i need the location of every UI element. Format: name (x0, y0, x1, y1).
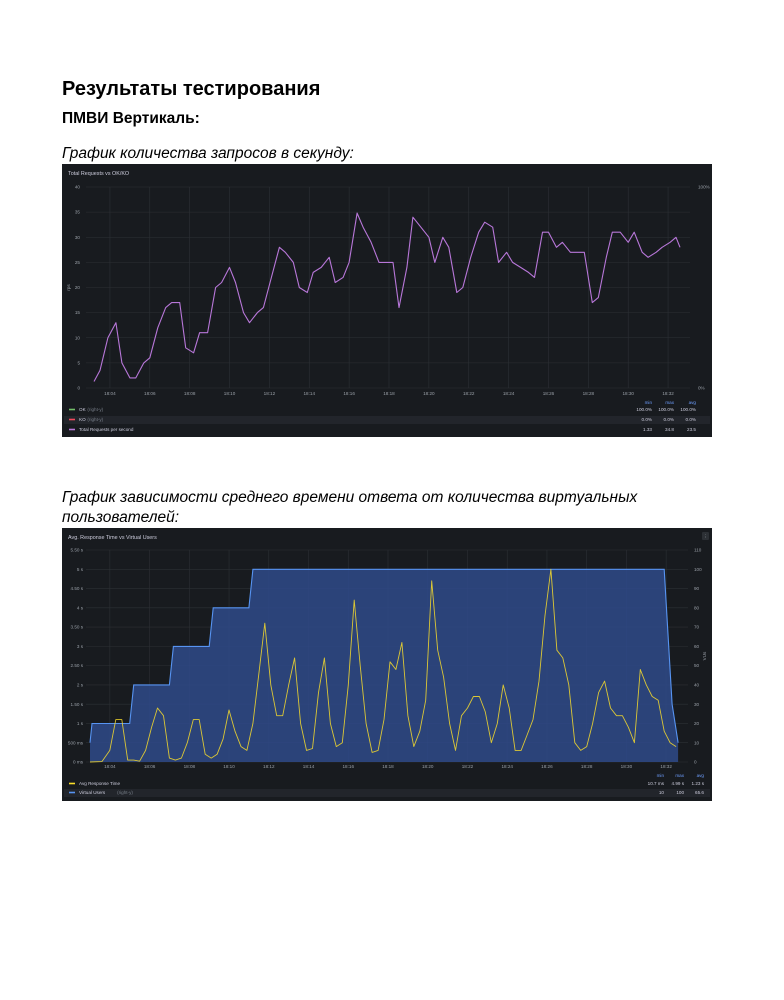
legend-column-header: avg (696, 773, 704, 778)
legend-avg: 0.0% (685, 417, 696, 422)
legend-min: 10 (658, 790, 664, 795)
legend-label: OK (79, 407, 86, 412)
x-tick-label: 18:20 (421, 764, 434, 769)
x-tick-label: 18:18 (383, 391, 395, 396)
right-tick-label: 60 (694, 643, 700, 649)
legend-max: 100.0% (658, 407, 674, 412)
right-tick-label: 0% (698, 385, 705, 391)
x-tick-label: 18:28 (580, 764, 593, 769)
y-tick-label: 5 (77, 360, 80, 366)
y-tick-label: 2.50 s (70, 663, 83, 669)
y-tick-label: 5.50 s (70, 547, 83, 553)
response-chart (62, 528, 712, 801)
chart-title: Total Requests vs OK/KO (68, 171, 130, 177)
right-tick-label: 70 (694, 624, 700, 630)
document-subtitle: ПМВИ Вертикаль: (62, 110, 200, 127)
x-tick-label: 18:22 (461, 764, 474, 769)
right-tick-label: 100 (694, 566, 702, 572)
legend-avg: 23.5 (687, 427, 696, 432)
legend-avg: 65.6 (695, 790, 704, 795)
x-tick-label: 18:30 (622, 391, 634, 396)
legend-avg: 100.0% (680, 407, 696, 412)
legend-label: KO (79, 417, 86, 422)
x-tick-label: 18:06 (144, 391, 156, 396)
y-tick-label: 1 s (76, 721, 83, 727)
legend-row-bg (64, 416, 710, 424)
legend-column-header: max (675, 773, 684, 778)
y-tick-label: 35 (74, 209, 80, 215)
right-tick-label: 100% (698, 184, 710, 190)
y-tick-label: 3.50 s (70, 624, 83, 630)
x-tick-label: 18:24 (502, 391, 515, 396)
y-tick-label: 500 ms (67, 740, 83, 746)
x-tick-label: 18:12 (263, 764, 275, 769)
x-tick-label: 18:26 (542, 391, 555, 396)
legend-min: 0.0% (641, 417, 652, 422)
right-tick-label: 0 (694, 759, 697, 765)
x-tick-label: 18:14 (302, 764, 315, 769)
y-tick-label: 40 (74, 184, 80, 190)
right-tick-label: 40 (694, 682, 700, 688)
x-tick-label: 18:18 (382, 764, 394, 769)
legend-axis-note: (right-y) (117, 790, 133, 795)
x-tick-label: 18:16 (343, 391, 355, 396)
legend-avg: 1.23 s (691, 781, 704, 786)
right-tick-label: 90 (694, 586, 700, 592)
x-tick-label: 18:04 (104, 391, 116, 396)
y-tick-label: 0 ms (73, 759, 83, 765)
x-tick-label: 18:10 (223, 764, 235, 769)
x-tick-label: 18:14 (303, 391, 316, 396)
legend-label: Avg Response Time (79, 781, 121, 786)
response-chart-panel[interactable] (62, 528, 712, 801)
legend-max: 4.99 s (671, 781, 684, 786)
legend-min: 10.7 ms (647, 781, 664, 786)
x-tick-label: 18:16 (342, 764, 355, 769)
legend-label: Total Requests per second (79, 427, 134, 432)
x-tick-label: 18:32 (660, 764, 672, 769)
chart-title: Avg. Response Time vs Virtual Users (68, 535, 157, 541)
legend-column-header: min (644, 400, 652, 405)
x-tick-label: 18:08 (183, 391, 196, 396)
x-tick-label: 18:24 (501, 764, 513, 769)
legend-axis-note: (right-y) (87, 417, 104, 422)
caption-response-chart: График зависимости среднего времени ответа от количества виртуальных пользователей: (62, 489, 638, 526)
right-axis-label: VUs (702, 651, 707, 661)
y-tick-label: 0 (77, 385, 80, 391)
y-tick-label: 20 (74, 285, 80, 291)
y-tick-label: 10 (74, 335, 80, 341)
x-tick-label: 18:22 (462, 391, 475, 396)
right-tick-label: 10 (694, 740, 700, 746)
x-tick-label: 18:26 (541, 764, 553, 769)
y-tick-label: 3 s (76, 643, 83, 649)
y-axis-label: rps (66, 284, 71, 291)
requests-chart (62, 164, 712, 437)
document-title: Результаты тестирования (62, 78, 321, 100)
y-tick-label: 4.50 s (70, 586, 83, 592)
legend-column-header: max (665, 400, 674, 405)
x-tick-label: 18:32 (662, 391, 674, 396)
y-tick-label: 15 (74, 310, 80, 316)
legend-max: 0.0% (663, 417, 674, 422)
x-tick-label: 18:12 (263, 391, 276, 396)
y-tick-label: 30 (74, 234, 80, 240)
y-tick-label: 25 (74, 259, 80, 265)
right-tick-label: 50 (694, 663, 700, 669)
legend-axis-note: (right-y) (87, 407, 104, 412)
x-tick-label: 18:04 (104, 764, 116, 769)
requests-chart-panel[interactable] (62, 164, 712, 437)
right-tick-label: 80 (694, 605, 700, 611)
x-tick-label: 18:20 (423, 391, 435, 396)
legend-max: 34.8 (665, 427, 674, 432)
x-tick-label: 18:06 (143, 764, 156, 769)
y-tick-label: 1.50 s (70, 701, 83, 707)
legend-row-bg (64, 789, 710, 797)
y-tick-label: 4 s (76, 605, 83, 611)
series-line-total-requests (94, 213, 680, 381)
right-tick-label: 20 (694, 721, 700, 727)
legend-label: Virtual Users (79, 790, 106, 795)
right-tick-label: 110 (694, 547, 702, 553)
legend-min: 100.0% (636, 407, 652, 412)
x-tick-label: 18:08 (183, 764, 196, 769)
right-tick-label: 30 (694, 701, 700, 707)
y-tick-label: 5 s (76, 566, 83, 572)
legend-column-header: avg (688, 400, 696, 405)
legend-min: 1.33 (643, 427, 652, 432)
x-tick-label: 18:30 (620, 764, 633, 769)
legend-max: 100 (676, 790, 684, 795)
x-tick-label: 18:10 (223, 391, 236, 396)
x-tick-label: 18:28 (582, 391, 595, 396)
legend-column-header: min (656, 773, 664, 778)
panel-menu-icon: ⋮ (703, 534, 708, 539)
y-tick-label: 2 s (76, 682, 83, 688)
caption-requests-chart: График количества запросов в секунду: (62, 145, 354, 162)
